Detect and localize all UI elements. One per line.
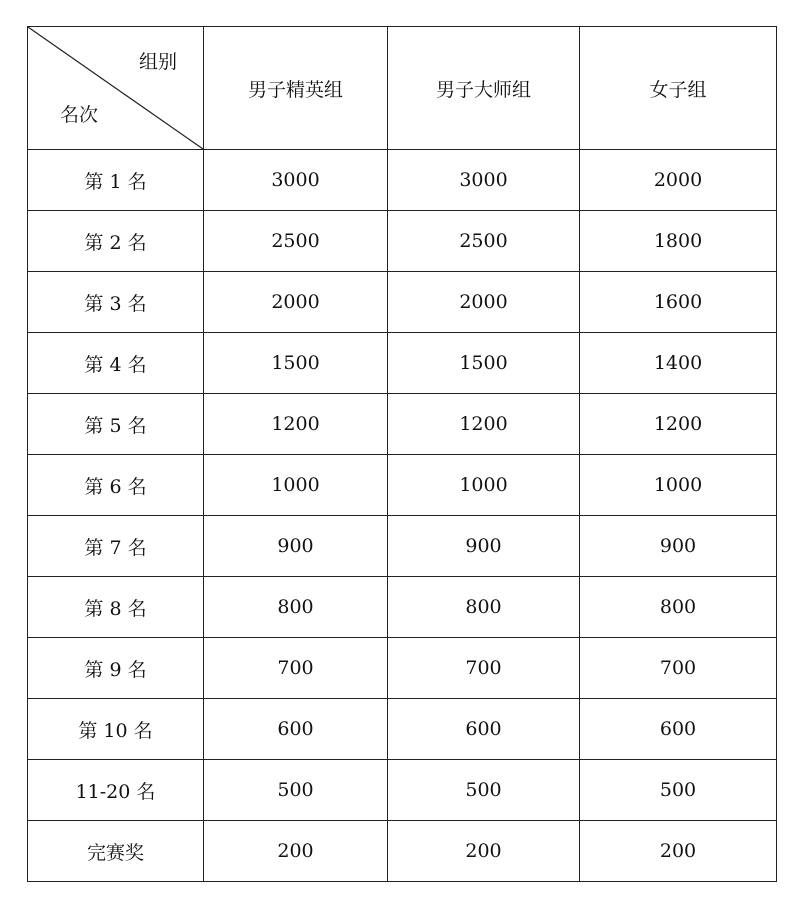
table-row — [28, 455, 777, 516]
prize-cell: 3000 — [388, 150, 580, 211]
rank-cell: 11-20 名 — [28, 760, 204, 821]
rank-cell: 第 6 名 — [28, 455, 204, 516]
table-row — [28, 821, 777, 882]
prize-cell: 800 — [580, 577, 777, 638]
prize-cell: 800 — [204, 577, 388, 638]
table-row — [28, 638, 777, 699]
prize-cell: 900 — [580, 516, 777, 577]
prize-cell: 1400 — [580, 333, 777, 394]
rank-cell: 第 2 名 — [28, 211, 204, 272]
group-label: 组别 — [138, 51, 177, 73]
rank-label: 名次 — [60, 104, 99, 126]
rank-cell: 第 10 名 — [28, 699, 204, 760]
table-row — [28, 699, 777, 760]
diagonal-divider — [28, 27, 203, 149]
prize-cell: 1800 — [580, 211, 777, 272]
prize-cell: 3000 — [204, 150, 388, 211]
table-row — [28, 211, 777, 272]
table-body — [28, 150, 777, 882]
prize-cell: 500 — [580, 760, 777, 821]
rank-cell: 第 3 名 — [28, 272, 204, 333]
rank-cell: 第 8 名 — [28, 577, 204, 638]
prize-cell: 2000 — [204, 272, 388, 333]
rank-cell: 第 7 名 — [28, 516, 204, 577]
prize-cell: 1200 — [388, 394, 580, 455]
prize-cell: 1500 — [204, 333, 388, 394]
rank-cell: 第 4 名 — [28, 333, 204, 394]
prize-cell: 200 — [388, 821, 580, 882]
table-row — [28, 150, 777, 211]
prize-cell: 600 — [580, 699, 777, 760]
prize-cell: 2000 — [580, 150, 777, 211]
prize-cell: 700 — [388, 638, 580, 699]
rank-cell: 完赛奖 — [28, 821, 204, 882]
prize-cell: 600 — [388, 699, 580, 760]
rank-cell: 第 5 名 — [28, 394, 204, 455]
prize-cell: 700 — [580, 638, 777, 699]
prize-cell: 1600 — [580, 272, 777, 333]
prize-cell: 200 — [204, 821, 388, 882]
prize-cell: 700 — [204, 638, 388, 699]
prize-cell: 500 — [388, 760, 580, 821]
table-row — [28, 333, 777, 394]
column-header-women: 女子组 — [580, 27, 777, 150]
prize-cell: 2000 — [388, 272, 580, 333]
prize-table — [27, 26, 777, 882]
prize-cell: 800 — [388, 577, 580, 638]
prize-cell: 1000 — [388, 455, 580, 516]
header-row — [28, 27, 777, 150]
prize-cell: 900 — [388, 516, 580, 577]
table-row — [28, 516, 777, 577]
prize-cell: 600 — [204, 699, 388, 760]
corner-header-cell — [28, 27, 204, 150]
rank-cell: 第 9 名 — [28, 638, 204, 699]
prize-cell: 1500 — [388, 333, 580, 394]
rank-cell: 第 1 名 — [28, 150, 204, 211]
prize-cell: 2500 — [204, 211, 388, 272]
table-row — [28, 577, 777, 638]
column-header-men-masters: 男子大师组 — [388, 27, 580, 150]
prize-cell: 900 — [204, 516, 388, 577]
prize-cell: 500 — [204, 760, 388, 821]
table-row — [28, 272, 777, 333]
table-row — [28, 394, 777, 455]
prize-cell: 1200 — [580, 394, 777, 455]
prize-cell: 1000 — [580, 455, 777, 516]
column-header-men-elite: 男子精英组 — [204, 27, 388, 150]
table-row — [28, 760, 777, 821]
prize-cell: 1200 — [204, 394, 388, 455]
prize-cell: 2500 — [388, 211, 580, 272]
prize-cell: 1000 — [204, 455, 388, 516]
prize-cell: 200 — [580, 821, 777, 882]
